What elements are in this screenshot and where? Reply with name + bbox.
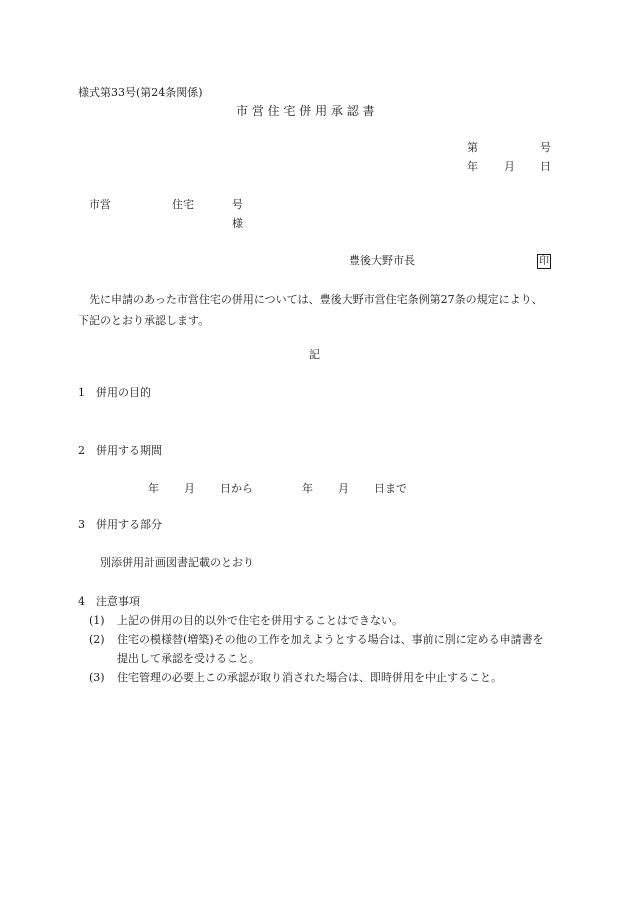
note-item xyxy=(89,611,553,630)
section-3-detail: 別添併用計画図書記載のとおり xyxy=(100,556,254,569)
doc-number-dai: 第 xyxy=(467,141,478,154)
body-paragraph xyxy=(78,289,553,331)
form-number: 様式第33号(第24条関係) xyxy=(78,86,203,99)
note-number: (1) xyxy=(89,614,105,627)
ki-label: 記 xyxy=(309,348,320,361)
section-1-heading: 1 併用の目的 xyxy=(78,386,151,399)
document-title: 市 営 住 宅 併 用 承 認 書 xyxy=(236,104,375,118)
note-item xyxy=(89,668,553,687)
period-day-to: 日まで xyxy=(374,482,407,495)
period-month-1: 月 xyxy=(184,482,195,495)
notes-list xyxy=(89,611,553,687)
note-text: 住宅管理の必要上この承認が取り消された場合は、即時併用を中止すること。 xyxy=(117,671,502,684)
note-number: (2) xyxy=(89,633,105,646)
date-month: 月 xyxy=(504,160,515,173)
period-month-2: 月 xyxy=(338,482,349,495)
issuer-name: 豊後大野市長 xyxy=(349,254,415,267)
date-year: 年 xyxy=(467,160,478,173)
addressee-sama: 様 xyxy=(232,217,243,230)
body-text: 先に申請のあった市営住宅の併用については、豊後大野市営住宅条例第27条の規定により、下記のとおり承認します。 xyxy=(78,293,543,327)
period-year-1: 年 xyxy=(148,482,159,495)
note-number: (3) xyxy=(89,671,105,684)
section-3-heading: 3 併用する部分 xyxy=(78,518,162,531)
date-day: 日 xyxy=(540,160,551,173)
note-text: 上記の併用の目的以外で住宅を併用することはできない。 xyxy=(117,614,403,627)
seal-mark: 印 xyxy=(539,256,549,267)
note-text: 住宅の模様替(増築)その他の工作を加えようとする場合は、事前に別に定める申請書を提出して承認を受けること。 xyxy=(117,633,544,665)
addressee-shiei: 市営 xyxy=(89,198,111,211)
doc-number-go: 号 xyxy=(540,141,551,154)
period-year-2: 年 xyxy=(302,482,313,495)
addressee-go: 号 xyxy=(232,198,243,211)
note-item xyxy=(89,630,553,668)
addressee-jutaku: 住宅 xyxy=(172,198,194,211)
section-4-heading: 4 注意事項 xyxy=(78,595,140,608)
section-2-heading: 2 併用する期間 xyxy=(78,444,162,457)
period-day-from: 日から xyxy=(220,482,253,495)
